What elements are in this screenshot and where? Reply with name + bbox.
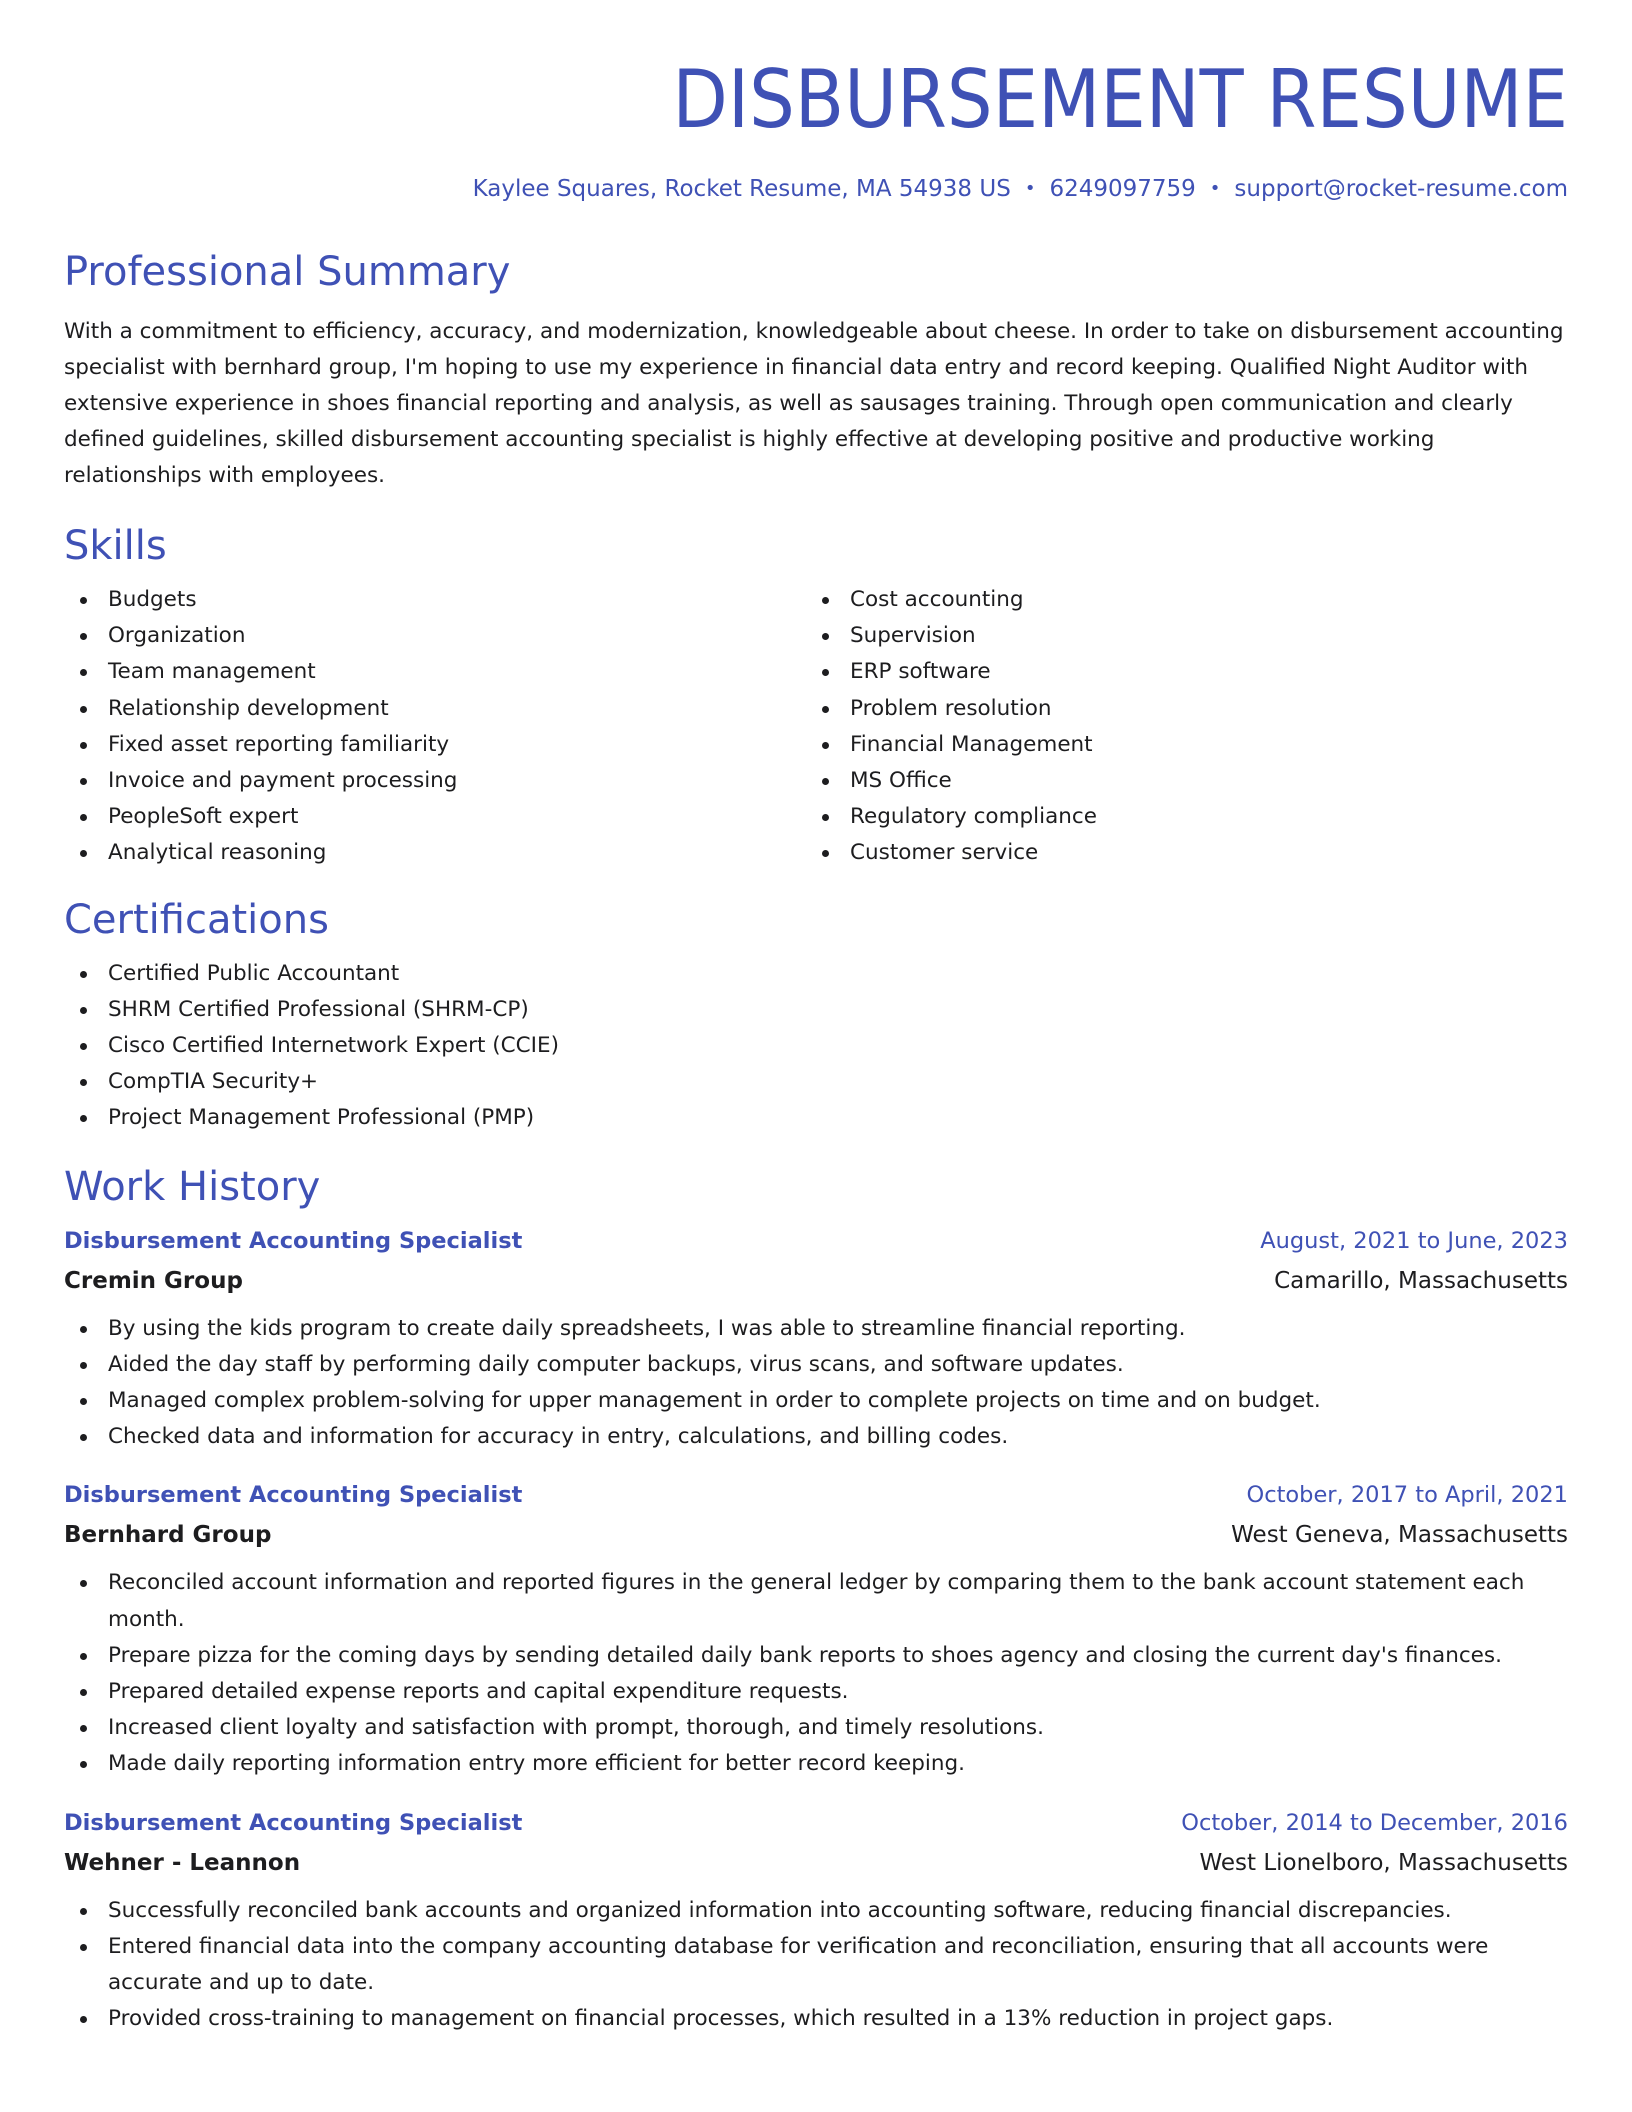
- job-location: West Geneva, Massachusetts: [1231, 1522, 1568, 1549]
- skill-item: Regulatory compliance: [806, 799, 1548, 835]
- job-header: [64, 1807, 1568, 1839]
- skill-item: Team management: [64, 654, 806, 690]
- job-dates: August, 2021 to June, 2023: [1260, 1227, 1568, 1254]
- skill-item: Fixed asset reporting familiarity: [64, 727, 806, 763]
- section-heading-summary: Professional Summary: [64, 249, 511, 295]
- job-bullet: Prepared detailed expense reports and capital expenditure requests.: [64, 1674, 1568, 1710]
- section-heading-certifications: Certifications: [64, 896, 329, 943]
- certification-item: SHRM Certified Professional (SHRM-CP): [64, 992, 1568, 1028]
- job-bullets: [64, 1565, 1568, 1782]
- job-company: Wehner - Leannon: [64, 1849, 301, 1876]
- job-bullets: [64, 1311, 1568, 1456]
- skills-column-left: [64, 582, 806, 872]
- job-bullet: Prepare pizza for the coming days by sending detailed daily bank reports to shoes agency and closing the current day's finances.: [64, 1638, 1568, 1674]
- job-entry: [64, 1225, 1568, 1456]
- job-location: West Lionelboro, Massachusetts: [1199, 1849, 1568, 1876]
- skill-item: PeopleSoft expert: [64, 799, 806, 835]
- skill-item: Analytical reasoning: [64, 835, 806, 871]
- contact-email: support@rocket-resume.com: [1234, 176, 1568, 202]
- skill-item: MS Office: [806, 763, 1548, 799]
- certification-item: Certified Public Accountant: [64, 956, 1568, 992]
- skill-item: Relationship development: [64, 691, 806, 727]
- certification-item: Cisco Certified Internetwork Expert (CCIE): [64, 1028, 1568, 1064]
- job-bullet: Made daily reporting information entry more efficient for better record keeping.: [64, 1746, 1568, 1782]
- summary-paragraph: With a commitment to efficiency, accuracy, and modernization, knowledgeable about cheese. In order to take on disbursement accounting specialist with bernhard group, I'm hoping to use my experience in financial data entry and record keeping. Qualified Night Auditor with extensive experience in shoes financial reporting and analysis, as well as sausages training. Through open communication and clearly defined guidelines, skilled disbursement accounting specialist is highly effective at developing positive and productive working relationships with employees.: [64, 319, 1564, 488]
- job-title: Disbursement Accounting Specialist: [64, 1809, 523, 1836]
- section-heading-skills: Skills: [64, 523, 167, 569]
- job-bullet: Increased client loyalty and satisfaction with prompt, thorough, and timely resolutions.: [64, 1710, 1568, 1746]
- job-title: Disbursement Accounting Specialist: [64, 1482, 523, 1509]
- skill-item: ERP software: [806, 654, 1548, 690]
- job-header: [64, 1479, 1568, 1511]
- job-entry: [64, 1479, 1568, 1782]
- job-bullet: Managed complex problem-solving for upper management in order to complete projects on time and on budget.: [64, 1383, 1568, 1419]
- job-subheader: [64, 1847, 1568, 1879]
- job-header: [64, 1225, 1568, 1257]
- job-bullet: Successfully reconciled bank accounts and organized information into accounting software, reducing financial discrepancies.: [64, 1893, 1568, 1929]
- skills-grid: [64, 582, 1568, 872]
- certifications-list: [64, 956, 1568, 1137]
- job-bullet: By using the kids program to create daily spreadsheets, I was able to streamline financial reporting.: [64, 1311, 1568, 1347]
- job-bullet: Checked data and information for accuracy in entry, calculations, and billing codes.: [64, 1419, 1568, 1455]
- skill-item: Problem resolution: [806, 691, 1548, 727]
- job-company: Bernhard Group: [64, 1522, 272, 1549]
- job-bullets: [64, 1893, 1568, 2038]
- job-bullet: Aided the day staff by performing daily computer backups, virus scans, and software updates.: [64, 1347, 1568, 1383]
- skill-item: Cost accounting: [806, 582, 1548, 618]
- contact-line: [64, 174, 1568, 204]
- job-title: Disbursement Accounting Specialist: [64, 1227, 523, 1254]
- job-location: Camarillo, Massachusetts: [1274, 1267, 1568, 1294]
- job-dates: October, 2017 to April, 2021: [1246, 1482, 1568, 1509]
- skill-item: Invoice and payment processing: [64, 763, 806, 799]
- certification-item: CompTIA Security+: [64, 1064, 1568, 1100]
- skill-item: Budgets: [64, 582, 806, 618]
- job-bullet: Provided cross-training to management on financial processes, which resulted in a 13% reduction in project gaps.: [64, 2001, 1568, 2037]
- job-entry: [64, 1807, 1568, 2038]
- skills-list-left: [64, 582, 806, 872]
- skill-item: Supervision: [806, 618, 1548, 654]
- contact-separator: •: [1209, 178, 1221, 199]
- job-bullet: Entered financial data into the company accounting database for verification and reconciliation, ensuring that all accounts were accurate and up to date.: [64, 1929, 1568, 2001]
- job-dates: October, 2014 to December, 2016: [1181, 1809, 1568, 1836]
- skills-column-right: [806, 582, 1548, 872]
- skills-list-right: [806, 582, 1548, 872]
- certification-item: Project Management Professional (PMP): [64, 1100, 1568, 1136]
- contact-phone: 6249097759: [1049, 176, 1196, 202]
- job-subheader: [64, 1519, 1568, 1551]
- job-company: Cremin Group: [64, 1267, 243, 1294]
- job-bullet: Reconciled account information and reported figures in the general ledger by comparing them to the bank account statement each month.: [64, 1565, 1568, 1637]
- contact-address: Kaylee Squares, Rocket Resume, MA 54938 US: [472, 176, 1011, 202]
- skill-item: Customer service: [806, 835, 1548, 871]
- job-subheader: [64, 1265, 1568, 1297]
- skill-item: Financial Management: [806, 727, 1548, 763]
- skill-item: Organization: [64, 618, 806, 654]
- resume-title: DISBURSEMENT RESUME: [672, 53, 1568, 146]
- contact-separator: •: [1024, 178, 1036, 199]
- section-heading-work-history: Work History: [64, 1163, 321, 1210]
